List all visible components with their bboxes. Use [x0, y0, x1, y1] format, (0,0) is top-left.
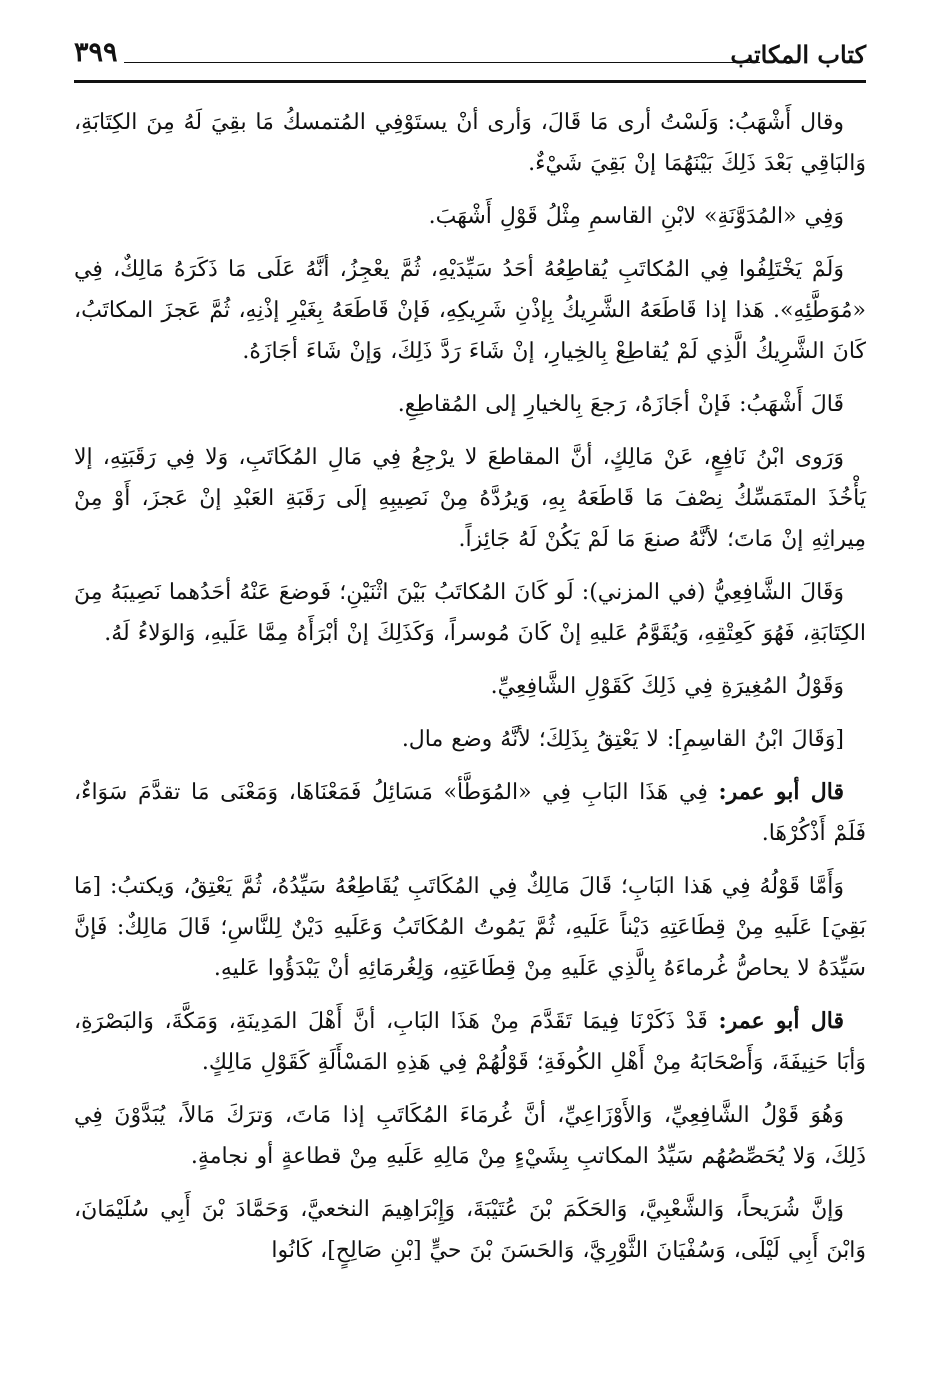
- header-rule: [124, 62, 760, 63]
- paragraph-text: [وَقَالَ ابْنُ القاسِمِ]: لا يَعْتِقُ بِذَلِكَ؛ لأنَّهُ وضع مال.: [401, 727, 844, 752]
- page-number: ٣٩٩: [74, 37, 118, 68]
- paragraph-text: وَفِي «المُدَوَّنَةِ» لابْنِ القاسمِ مِثْلُ قَوْلِ أَشْهَبَ.: [428, 204, 844, 229]
- paragraph-text: وَأَمَّا قَوْلُهُ فِي هَذا البَابِ؛ قَالَ مَالِكٌ فِي المُكَاتَبِ يُقَاطِعُهُ سَيِّدُهُ، ثُمَّ يَعْتِقُ، وَيكتبُ: [مَا بَقِيَ] عَلَيهِ مِنْ قِطَاعَتِهِ دَيْناً عَلَيهِ، ثُمَّ يَمُوتُ المُكَاتَبُ وَعَلَيهِ دَيْنٌ لِلنَّاسِ؛ قَالَ مَالِكٌ: فَإنَّ سَيِّدَهُ لا يحاصُّ غُرماءَهُ بِالَّذِي عَلَيهِ مِنْ قِطَاعَتِهِ، وَلِغُرمَائِهِ أنْ يَبْدَؤُوا عَليهِ.: [74, 874, 866, 981]
- book-title: كتاب المكاتب: [730, 40, 866, 69]
- paragraph-text: قَدْ ذَكَرْنَا فِيمَا تَقَدَّمَ مِنْ هَذَا البَابِ، أنَّ أَهْلَ المَدِينَةِ، وَمَكَّةَ، وَالبَصْرَةِ، وَأبَا حَنِيفَةَ، وَأَصْحَابَهُ مِنْ أَهْلِ الكُوفَةِ؛ قَوْلُهُمْ فِي هَذِهِ المَسْأَلَةِ كَقَوْلِ مَالِكٍ.: [74, 1009, 866, 1075]
- paragraph-text: وَهُوَ قَوْلُ الشَّافِعِيِّ، وَالأَوْزَاعِيِّ، أنَّ غُرمَاءَ المُكَاتَبِ إذا مَاتَ، وَترَكَ مَالاً، يُبَدَّوْنَ فِي ذَلِكَ، وَلا يُحَصِّصُهُم سَيِّدُ المكاتبِ بِشَيْءٍ مِنْ مَالِهِ عَلَيهِ مِنْ قطاعةٍ أو نجامةٍ.: [74, 1103, 866, 1169]
- paragraph-text: وَقَالَ الشَّافِعِيُّ (في المزني): لَو كَانَ المُكاتَبُ بَيْنَ اثْنَيْنِ؛ فَوضعَ عَنْهُ أحَدُهما نَصِيبَهُ مِنَ الكِتَابَةِ، فَهُوَ كَعِتْقِهِ، وَيُقَوَّمُ عَليهِ إنْ كَانَ مُوسراً، وَكَذَلِكَ إنْ أبْرَأَهُ مِمَّا عَلَيهِ، وَالوَلاءُ لَهُ.: [74, 580, 866, 646]
- paragraph-text: وَإنَّ شُرَيحاً، وَالشَّعْبِيَّ، وَالحَكَمَ بْنَ عُتَيْبَةَ، وَإِبْرَاهِيمَ النخعيَّ، وَحَمَّادَ بْنَ أَبِي سُلَيْمَانَ، وَابْنَ أَبِي لَيْلَى، وَسُفْيَانَ الثَّوْرِيَّ، وَالحَسَنَ بْنَ حيٍّ [بْنِ صَالِحٍ]، كَانُوا: [74, 1197, 866, 1263]
- paragraph-text: فِي هَذَا البَابِ فِي «المُوَطَّأ» مَسَائِلُ فَمَعْنَاهَا، وَمَعْنَى مَا تقدَّمَ سَوَاءٌ، فَلَمْ أَذْكُرْهَا.: [74, 780, 866, 846]
- paragraph-text: وَرَوى ابْنُ نَافِعٍ، عَنْ مَالِكٍ، أنَّ المقاطعَ لا يرْجِعُ فِي مَالِ المُكَاتَبِ، وَلا فِي رَقَبَتِهِ، إلا يَأْخُذَ المتَمَسِّكُ نِصْفَ مَا قَاطَعَهُ بِهِ، وَيرُدَّهُ مِنْ نَصِيبِهِ إلَى رَقَبَةِ العَبْدِ إنْ عَجزَ، أَوْ مِنْ مِيراثِهِ إنْ مَاتَ؛ لأنَّهُ صنعَ مَا لَمْ يَكُنْ لَهُ جَائِزاً.: [74, 445, 866, 552]
- paragraph: [74, 1001, 866, 1083]
- paragraph-text: وَلَمْ يَخْتَلِفُوا فِي المُكاتَبِ يُقاطِعُهُ أحَدُ سَيِّدَيْهِ، ثُمَّ يعْجِزُ، أنَّهُ عَلَى مَا ذَكَرَهُ مَالِكٌ، فِي «مُوَطَّئِهِ». هَذا إذا قَاطَعَهُ الشَّرِيكُ بِإذْنِ شَرِيكِهِ، فَإنْ قَاطَعَهُ بِغَيْرِ إذْنِهِ، ثُمَّ عَجزَ المكاتَبُ، كَانَ الشَّرِيكُ الَّذِي لَمْ يُقاطِعْ بِالخِيارِ، إنْ شَاءَ رَدَّ ذَلِكَ، وَإنْ شَاءَ أجَازَهُ.: [74, 257, 866, 364]
- paragraph: [74, 196, 866, 237]
- paragraph-lead: قال أبو عمر:: [718, 779, 844, 805]
- paragraph: [74, 102, 866, 184]
- paragraph: [74, 866, 866, 989]
- paragraph: [74, 1189, 866, 1271]
- page-body: [74, 102, 866, 1271]
- paragraph: [74, 719, 866, 760]
- running-header: [74, 38, 866, 82]
- paragraph: [74, 437, 866, 560]
- paragraph-text: قَالَ أَشْهَبُ: فَإنْ أجَازَهُ، رَجعَ بِالخيارِ إلى المُقاطِعِ.: [397, 392, 844, 417]
- paragraph-text: وَقَوْلُ المُغِيرَةِ فِي ذَلِكَ كَقَوْلِ الشَّافِعِيِّ.: [490, 674, 844, 699]
- paragraph-lead: قال أبو عمر:: [718, 1008, 844, 1034]
- paragraph: [74, 384, 866, 425]
- paragraph: [74, 572, 866, 654]
- header-divider: [74, 80, 866, 83]
- paragraph: [74, 772, 866, 854]
- paragraph-text: وقال أَشْهَبُ: وَلَسْتُ أرى مَا قَالَ، وَأرى أنْ يستَوْفِي المُتمسكُ مَا بقِيَ لَهُ مِنَ الكِتَابَةِ، وَالبَاقِي بَعْدَ ذَلِكَ بَيْنَهُمَا إنْ بَقِيَ شَيْءٌ.: [74, 110, 866, 176]
- paragraph: [74, 1095, 866, 1177]
- paragraph: [74, 249, 866, 372]
- paragraph: [74, 666, 866, 707]
